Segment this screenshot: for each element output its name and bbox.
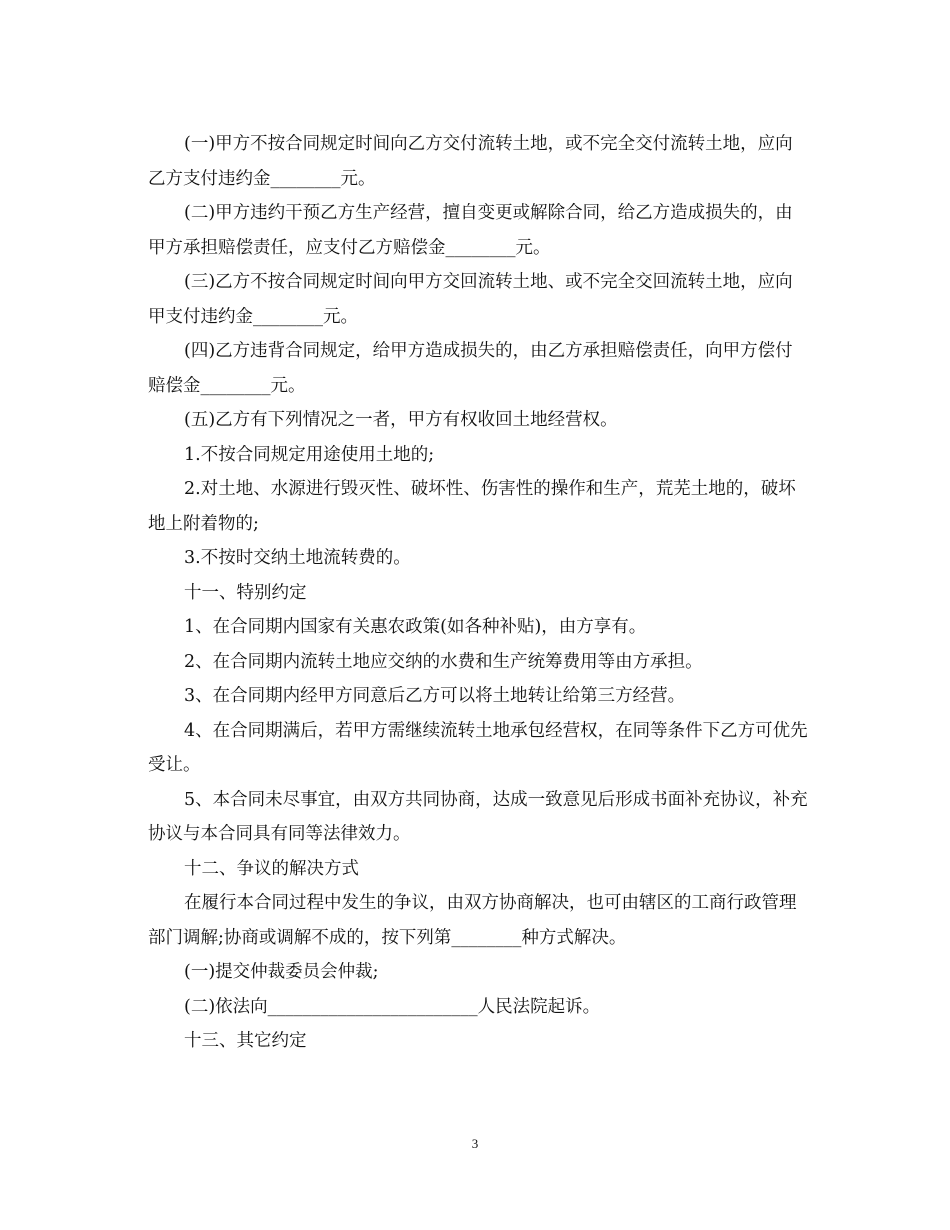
list-item: (一)提交仲裁委员会仲裁; xyxy=(184,962,379,982)
clause-paragraph: (四)乙方违背合同规定，给甲方造成损失的，由乙方承担赔偿责任，向甲方偿付赔偿金________元。 xyxy=(148,341,793,396)
clause-paragraph: (二)甲方违约干预乙方生产经营，擅自变更或解除合同，给乙方造成损失的，由甲方承担赔偿责任，应支付乙方赔偿金________元。 xyxy=(148,203,793,258)
list-item: 2、在合同期内流转土地应交纳的水费和生产统筹费用等由方承担。 xyxy=(184,651,703,672)
section-heading: 十一、特别约定 xyxy=(184,582,307,603)
clause-paragraph: (一)甲方不按合同规定时间向乙方交付流转土地，或不完全交付流转土地，应向乙方支付违约金________元。 xyxy=(148,134,793,189)
list-item: 3.不按时交纳土地流转费的。 xyxy=(184,548,411,568)
list-item: 5、本合同未尽事宜，由双方共同协商，达成一致意见后形成书面补充协议，补充协议与本合同具有同等法律效力。 xyxy=(148,789,808,844)
clause-paragraph: (五)乙方有下列情况之一者，甲方有权收回土地经营权。 xyxy=(184,410,618,430)
document-body xyxy=(148,127,808,1059)
page-number: 3 xyxy=(471,1136,479,1151)
list-item: 2.对土地、水源进行毁灭性、破坏性、伤害性的操作和生产，荒芜土地的，破坏地上附着物的; xyxy=(148,479,796,534)
clause-paragraph: (三)乙方不按合同规定时间向甲方交回流转土地、或不完全交回流转土地，应向甲支付违约金________元。 xyxy=(148,272,793,327)
list-item: (二)依法向________________________人民法院起诉。 xyxy=(184,996,601,1017)
list-item: 1、在合同期内国家有关惠农政策(如各种补贴)，由方享有。 xyxy=(184,617,647,637)
section-heading: 十三、其它约定 xyxy=(184,1031,307,1051)
clause-paragraph: 在履行本合同过程中发生的争议，由双方协商解决，也可由辖区的工商行政管理部门调解;协商或调解不成的，按下列第________种方式解决。 xyxy=(148,893,797,948)
list-item: 1.不按合同规定用途使用土地的; xyxy=(184,444,435,465)
list-item: 4、在合同期满后，若甲方需继续流转土地承包经营权，在同等条件下乙方可优先受让。 xyxy=(148,720,808,775)
section-heading: 十二、争议的解决方式 xyxy=(184,858,359,879)
list-item: 3、在合同期内经甲方同意后乙方可以将土地转让给第三方经营。 xyxy=(184,686,686,706)
